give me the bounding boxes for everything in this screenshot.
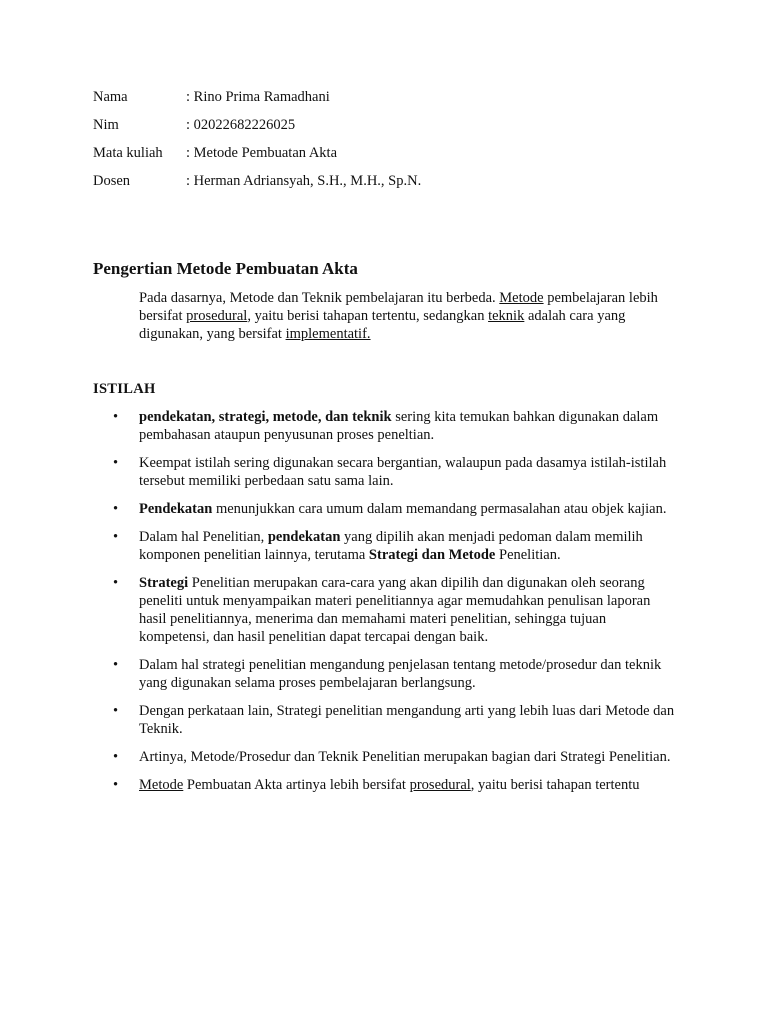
student-info	[93, 87, 421, 199]
item-text: Pembuatan Akta artinya lebih bersifat	[183, 777, 410, 793]
bold-text: Pendekatan	[139, 501, 213, 517]
intro-text: adalah cara yang digunakan, yang bersifat	[139, 308, 626, 342]
section-heading: Pengertian Metode Pembuatan Akta	[93, 259, 358, 278]
istilah-heading: ISTILAH	[93, 381, 156, 397]
underlined-text: Metode	[139, 777, 184, 793]
intro-link-implementatif: implementatif.	[285, 326, 371, 342]
intro-link-metode: Metode	[499, 290, 544, 306]
item-text: sering kita temukan bahkan digunakan dalam pembahasan ataupun penyusunan proses peneltian.	[139, 409, 659, 443]
bullet-icon: •	[113, 777, 119, 793]
bullet-icon: •	[113, 409, 119, 425]
intro-text: pembelajaran lebih bersifat	[139, 290, 658, 324]
item-text: Penelitian merupakan cara-cara yang akan dipilih dan digunakan oleh seorang peneliti untuk menyampaikan materi penelitiannya agar memudahkan penulisan laporan hasil penelitiannya, menerima dan memahami materi penelitian, sehingga tujuan kompetensi, dan hasil penelitian dapat tercapai dengan baik.	[139, 575, 651, 645]
bullet-icon: •	[113, 575, 119, 591]
bullet-icon: •	[113, 529, 119, 545]
bullet-icon: •	[113, 501, 119, 517]
list-item	[0, 776, 679, 794]
item-text: Dalam hal strategi penelitian mengandung penjelasan tentang metode/prosedur dan teknik yang digunakan selama proses pembelajaran berlangsung.	[139, 657, 662, 691]
list-item	[0, 528, 679, 564]
item-text: Keempat istilah sering digunakan secara bergantian, walaupun pada dasamya istilah-istilah tersebut memiliki perbedaan satu sama lain.	[139, 455, 667, 489]
bold-text: Strategi dan Metode	[368, 547, 496, 563]
item-text: Dalam hal Penelitian,	[139, 529, 268, 545]
bold-text: Strategi	[139, 575, 189, 591]
bold-text: pendekatan	[267, 529, 341, 545]
info-label: Nim	[93, 117, 119, 133]
info-label: Nama	[93, 89, 128, 105]
item-text: yang dipilih akan menjadi pedoman dalam memilih komponen penelitian lainnya, terutama	[139, 529, 643, 563]
info-label: Mata kuliah	[93, 145, 163, 161]
bullet-icon: •	[113, 455, 119, 471]
info-value: : Metode Pembuatan Akta	[186, 145, 338, 161]
intro-text: Pada dasarnya, Metode dan Teknik pembelajaran itu berbeda.	[139, 290, 500, 306]
list-item	[0, 748, 679, 766]
info-row-nim	[93, 115, 421, 143]
intro-link-prosedural: prosedural	[186, 308, 248, 324]
item-text: menunjukkan cara umum dalam memandang permasalahan atau objek kajian.	[212, 501, 667, 517]
list-item	[0, 574, 679, 646]
item-text: , yaitu berisi tahapan tertentu	[470, 777, 640, 793]
list-item	[0, 454, 679, 490]
list-item	[0, 656, 679, 692]
info-value: : Herman Adriansyah, S.H., M.H., Sp.N.	[186, 173, 422, 189]
item-text: Dengan perkataan lain, Strategi penelitian mengandung arti yang lebih luas dari Metode dan Teknik.	[139, 703, 675, 737]
istilah-list	[0, 408, 768, 804]
info-value: : Rino Prima Ramadhani	[186, 89, 330, 105]
info-row-nama	[93, 87, 421, 115]
info-label: Dosen	[93, 173, 131, 189]
info-row-dosen	[93, 171, 421, 199]
item-text: Penelitian.	[495, 547, 561, 563]
intro-paragraph	[139, 289, 664, 343]
item-text: Artinya, Metode/Prosedur dan Teknik Penelitian merupakan bagian dari Strategi Penelitian.	[139, 749, 671, 765]
bullet-icon: •	[113, 749, 119, 765]
bullet-icon: •	[113, 703, 119, 719]
list-item	[0, 408, 679, 444]
info-row-mata-kuliah	[93, 143, 421, 171]
list-item	[0, 702, 679, 738]
info-value: : 02022682226025	[186, 117, 296, 133]
intro-text: , yaitu berisi tahapan tertentu, sedangkan	[247, 308, 489, 324]
underlined-text: prosedural	[409, 777, 471, 793]
list-item	[0, 500, 679, 518]
bold-text: pendekatan, strategi, metode, dan teknik	[139, 409, 392, 425]
intro-link-teknik: teknik	[488, 308, 525, 324]
bullet-icon: •	[113, 657, 119, 673]
